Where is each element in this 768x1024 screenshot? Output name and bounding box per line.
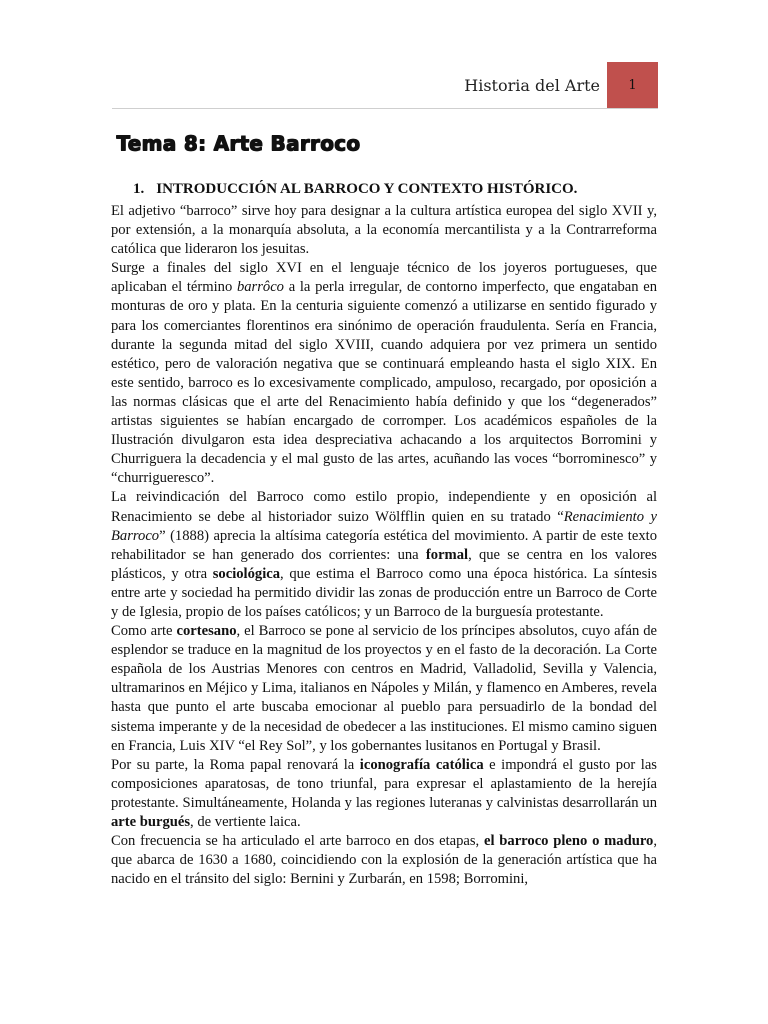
page-number-box xyxy=(607,62,658,109)
body-text xyxy=(111,202,657,889)
bold-text-run: arte burgués xyxy=(111,814,191,830)
text-run: , de vertiente laica. xyxy=(190,814,301,830)
bold-text-run: formal xyxy=(425,546,469,563)
italic-text-run: Renacimiento y Barroco xyxy=(111,508,657,544)
paragraph xyxy=(111,202,657,259)
text-run: Con frecuencia se ha articulado el arte barroco en dos etapas, xyxy=(111,833,484,850)
text-run: , que estima el Barroco como una época histórica. La síntesis entre arte y sociedad ha permitido dividir las zonas de producción entre un Barroco de Corte y de Iglesia, propio de los países católicos; y un Barroco de la burguesía protestante. xyxy=(111,565,657,620)
text-run: , el Barroco se pone al servicio de los príncipes absolutos, cuyo afán de esplendor se traduce en la magnitud de los proyectos y en el fasto de la decoración. La Corte española de los Austrias Menores con centros en Madrid, Valladolid, Sevilla y Valencia, ultramarinos en Méjico y Lima, italianos en Nápoles y Milán, y flamenco en Amberes, revela hasta que punto el arte buscaba emocionar al pueblo para persuadirlo de la bondad del sistema imperante y de la necesidad de obedecer a las instituciones. El mismo camino siguen en Francia, Luis XIV “el Rey Sol”, y los gobernantes lusitanos en Portugal y Brasil. xyxy=(111,623,657,754)
text-run: , que se centra en los valores plásticos, y otra xyxy=(111,546,657,582)
text-run: a la perla irregular, de contorno imperfecto, que engataban en monturas de oro y plata. En la centuria siguiente comenzó a utilizarse en sentido figurado y para los comerciantes florentinos era sinónimo de operación fraudulenta. Sería en Francia, durante la segunda mitad del siglo XVIII, cuando adquiera por vez primera un sentido estético, pero de valoración negativa que se continuará empleando hasta el siglo XIX. En este sentido, barroco es lo excesivamente complicado, ampuloso, recargado, por oposición a las normas clásicas que el arte del Renacimiento había definido y que los “degenerados” artistas siguientes se habían encargado de corromper. Los académicos españoles de la Ilustración divulgaron esta idea despreciativa achacando a los arquitectos Borromini y Churriguera la decadencia y el mal gusto de las artes, acuñando las voces “borrominesco” y “churrigueresco”. xyxy=(111,279,658,487)
running-header-title: Historia del Arte xyxy=(464,76,600,95)
bold-text-run: cortesano xyxy=(176,623,237,640)
section-number: 1. xyxy=(133,181,145,197)
section-heading xyxy=(133,181,577,198)
document-title: Tema 8: Arte Barroco xyxy=(116,131,360,155)
paragraph xyxy=(111,832,657,889)
italic-text-run: barrôco xyxy=(236,279,284,296)
section-heading-text: INTRODUCCIÓN AL BARROCO Y CONTEXTO HISTÓRICO. xyxy=(156,181,578,197)
bold-text-run: el barroco pleno o maduro xyxy=(483,833,654,850)
header-divider xyxy=(112,108,658,109)
text-run: ” (1888) aprecia la altísima categoría estética del movimiento. A partir de este texto rehabilitador se han generado dos corrientes: una xyxy=(111,527,657,563)
paragraph xyxy=(111,259,657,488)
text-run: , que abarca de 1630 a 1680, coincidiendo con la explosión de la generación artística que ha nacido en el tránsito del siglo: Bernini y Zurbarán, en 1598; Borromini, xyxy=(111,833,657,888)
text-run: e impondrá el gusto por las composiciones aparatosas, de tono triunfal, para expresar el aplastamiento de la herejía protestante. Simultáneamente, Holanda y las regiones luteranas y calvinistas desarrollarán un xyxy=(111,756,657,811)
text-run: Surge a finales del siglo XVI en el lenguaje técnico de los joyeros portugueses, que aplicaban el término xyxy=(111,260,657,296)
bold-text-run: sociológica xyxy=(212,565,281,582)
paragraph xyxy=(111,756,657,832)
text-run: La reivindicación del Barroco como estilo propio, independiente y en oposición al Renacimiento se debe al historiador suizo Wölfflin quien en su tratado “ xyxy=(111,489,657,525)
text-run: El adjetivo “barroco” sirve hoy para designar a la cultura artística europea del siglo XVII y, por extensión, a la monarquía absoluta, a la economía mercantilista y a la Contrarreforma católica que lideraron los jesuitas. xyxy=(111,203,657,258)
paragraph xyxy=(111,488,657,622)
paragraph xyxy=(111,622,657,756)
bold-text-run: iconografía católica xyxy=(359,756,484,773)
page-number: 1 xyxy=(628,78,637,93)
text-run: Como arte xyxy=(111,623,177,640)
text-run: Por su parte, la Roma papal renovará la xyxy=(111,756,360,773)
